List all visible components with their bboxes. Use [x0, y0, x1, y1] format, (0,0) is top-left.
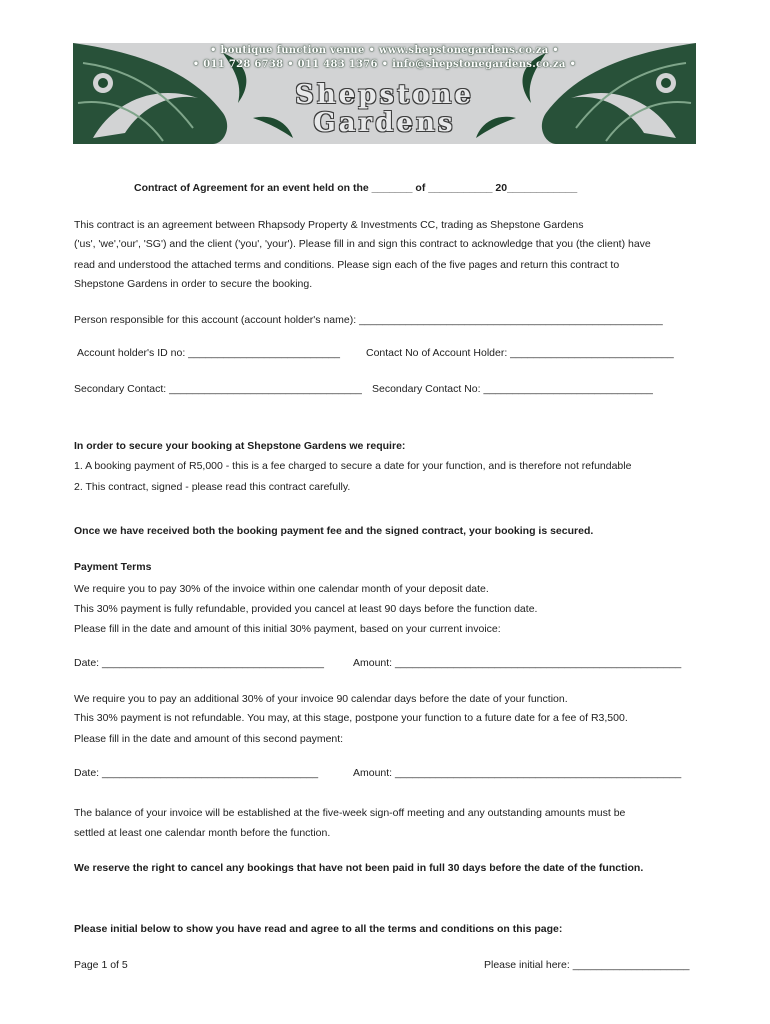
- initial-prompt: Please initial below to show you have read and agree to all the terms and conditions on this page:: [74, 923, 563, 935]
- intro-line-2: ('us', 'we','our', 'SG') and the client ('you', 'your'). Please fill in and sign this contract to acknowledge that you (the client) have: [74, 238, 651, 250]
- second-payment-line-2: This 30% payment is not refundable. You may, at this stage, postpone your function to a future date for a fee of R3,500.: [74, 712, 628, 724]
- secondary-contact-no-field[interactable]: Secondary Contact No: _____________________________: [372, 383, 653, 395]
- cancellation-note: We reserve the right to cancel any bookings that have not been paid in full 30 days before the date of the function.: [74, 862, 644, 874]
- requirement-item-1: 1. A booking payment of R5,000 - this is a fee charged to secure a date for your function, and is therefore not refundable: [74, 460, 632, 472]
- contract-title: Contract of Agreement for an event held on the _______ of ___________ 20____________: [134, 182, 578, 194]
- first-payment-line-2: This 30% payment is fully refundable, provided you cancel at least 90 days before the function date.: [74, 603, 538, 615]
- requirement-item-2: 2. This contract, signed - please read this contract carefully.: [74, 481, 351, 493]
- first-payment-date-field[interactable]: Date: ______________________________________: [74, 657, 324, 669]
- balance-line-2: settled at least one calendar month before the function.: [74, 827, 331, 839]
- secondary-contact-field[interactable]: Secondary Contact: _________________________________: [74, 383, 362, 395]
- second-payment-line-3: Please fill in the date and amount of this second payment:: [74, 733, 344, 745]
- account-holder-name-field[interactable]: Person responsible for this account (account holder's name): ____________________________________________________: [74, 314, 663, 326]
- intro-line-3: read and understood the attached terms and conditions. Please sign each of the five pages and return this contract to: [74, 259, 620, 271]
- second-payment-line-1: We require you to pay an additional 30% of your invoice 90 calendar days before the date of your function.: [74, 693, 568, 705]
- first-payment-line-3: Please fill in the date and amount of this initial 30% payment, based on your current invoice:: [74, 623, 501, 635]
- payment-terms-heading: Payment Terms: [74, 561, 152, 573]
- initial-here-field[interactable]: Please initial here: ____________________: [484, 959, 690, 971]
- banner-contact-line: • 011 728 6738 • 011 483 1376 • info@shepstonegardens.co.za •: [192, 59, 577, 70]
- second-payment-amount-field[interactable]: Amount: _________________________________________________: [353, 767, 682, 779]
- first-payment-line-1: We require you to pay 30% of the invoice within one calendar month of your deposit date.: [74, 583, 489, 595]
- first-payment-amount-field[interactable]: Amount: _________________________________________________: [353, 657, 682, 669]
- booking-secured-note: Once we have received both the booking payment fee and the signed contract, your booking is secured.: [74, 525, 594, 537]
- page-number: Page 1 of 5: [74, 959, 128, 971]
- header-banner: [73, 43, 696, 144]
- logo-word-shepstone: Shepstone: [295, 80, 474, 110]
- logo-word-gardens: Gardens: [313, 108, 456, 138]
- second-payment-date-field[interactable]: Date: _____________________________________: [74, 767, 319, 779]
- balance-line-1: The balance of your invoice will be established at the five-week sign-off meeting and any outstanding amounts must be: [74, 807, 626, 819]
- banner-tagline: • boutique function venue • www.shepstonegardens.co.za •: [209, 45, 559, 56]
- intro-line-4: Shepstone Gardens in order to secure the booking.: [74, 278, 313, 290]
- account-holder-contact-field[interactable]: Contact No of Account Holder: ____________________________: [366, 347, 674, 359]
- requirements-heading: In order to secure your booking at Shepstone Gardens we require:: [74, 440, 406, 452]
- account-holder-id-field[interactable]: Account holder's ID no: __________________________: [77, 347, 340, 359]
- intro-line-1: This contract is an agreement between Rhapsody Property & Investments CC, trading as Shepstone Gardens: [74, 219, 584, 231]
